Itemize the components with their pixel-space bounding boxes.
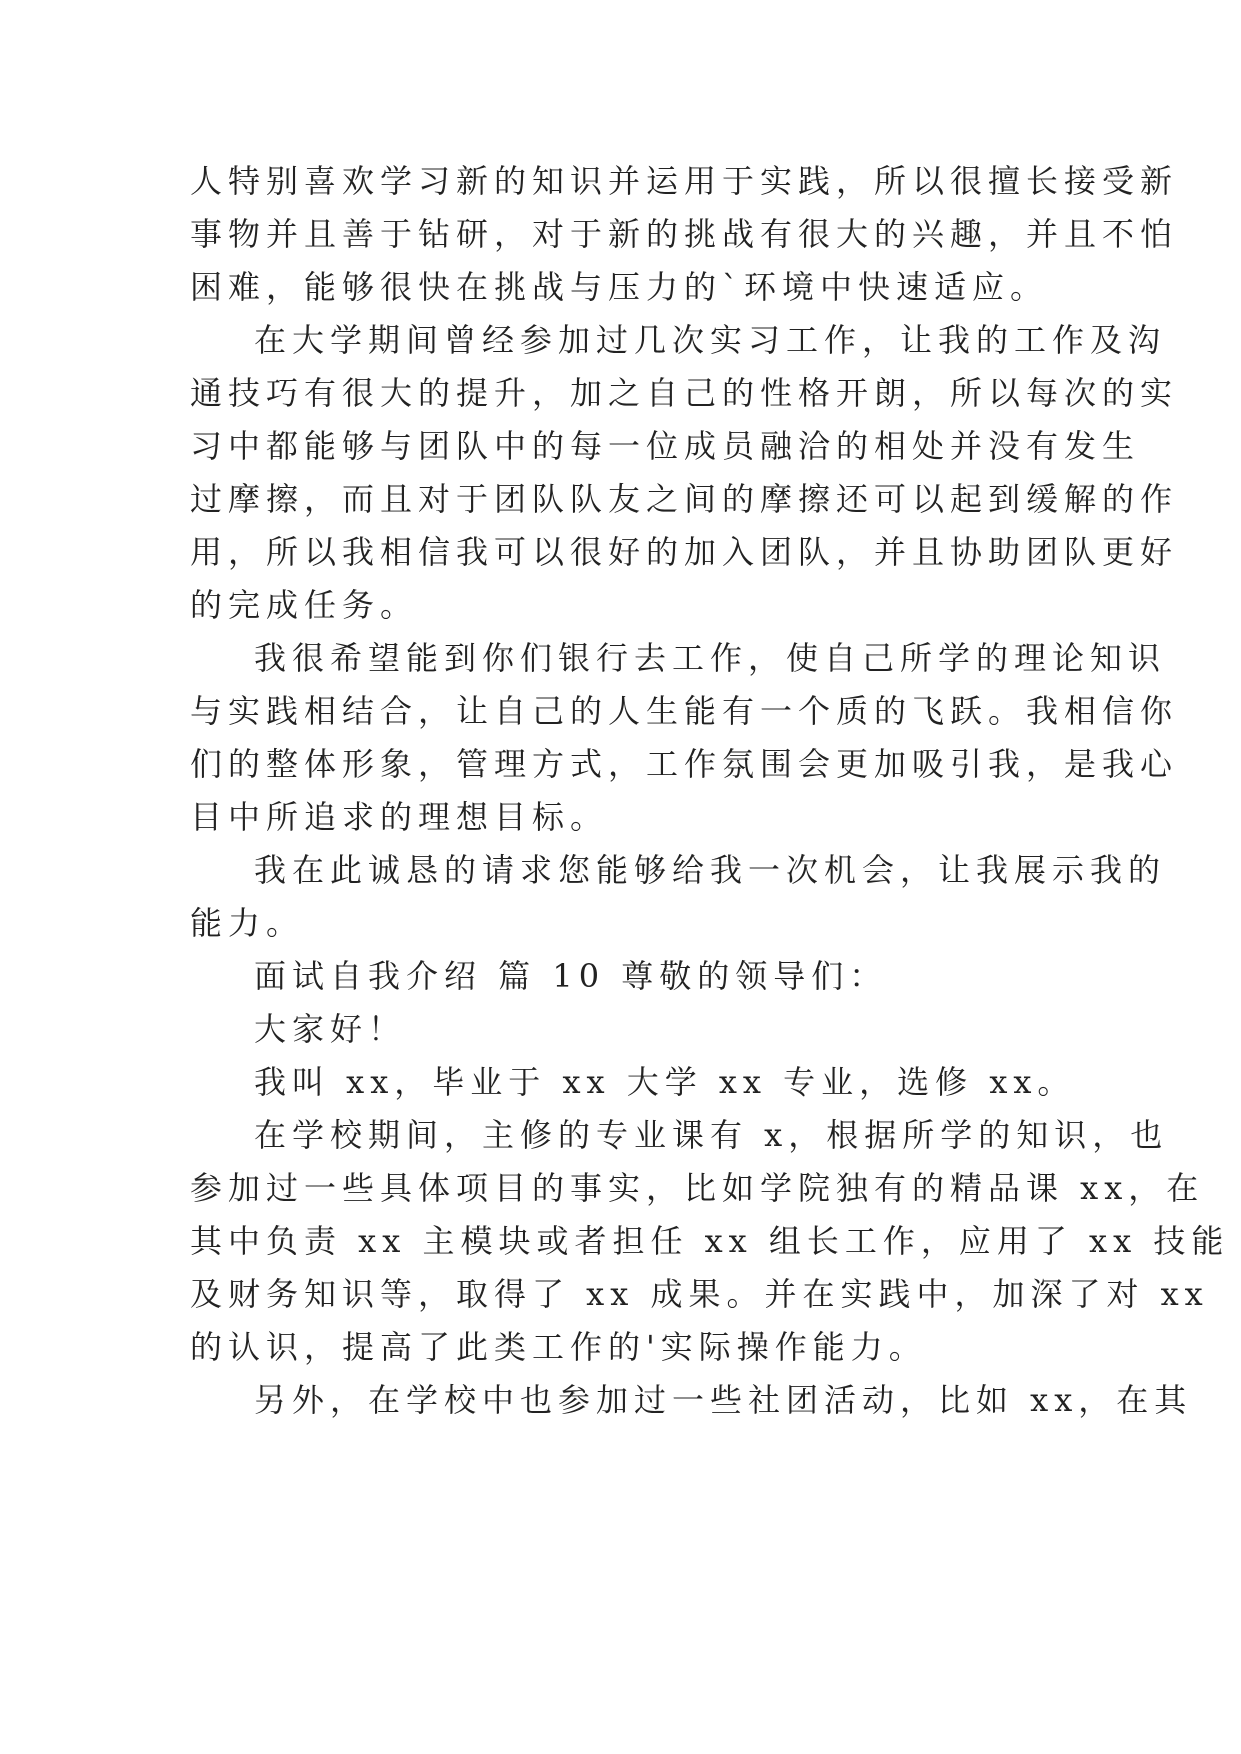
text-line: 事物并且善于钻研，对于新的挑战有很大的兴趣，并且不怕 xyxy=(190,215,1179,253)
text-line: 另外，在学校中也参加过一些社团活动，比如 xx，在其 xyxy=(254,1381,1193,1419)
text-line: 我在此诚恳的请求您能够给我一次机会，让我展示我的 xyxy=(254,851,1167,889)
text-line: 的完成任务。 xyxy=(190,586,419,624)
text-line: 的认识，提高了此类工作的'实际操作能力。 xyxy=(190,1328,927,1366)
text-line: 在学校期间，主修的专业课有 x，根据所学的知识，也 xyxy=(254,1116,1169,1154)
text-line: 们的整体形象，管理方式，工作氛围会更加吸引我，是我心 xyxy=(190,745,1179,783)
text-line: 过摩擦，而且对于团队队友之间的摩擦还可以起到缓解的作 xyxy=(190,480,1179,518)
text-line: 人特别喜欢学习新的知识并运用于实践，所以很擅长接受新 xyxy=(190,162,1179,200)
text-line: 大家好！ xyxy=(254,1010,407,1048)
text-line: 能力。 xyxy=(190,904,305,942)
text-line: 我叫 xx，毕业于 xx 大学 xx 专业，选修 xx。 xyxy=(254,1063,1076,1101)
text-line: 参加过一些具体项目的事实，比如学院独有的精品课 xx，在 xyxy=(190,1169,1205,1207)
section-heading-line: 面试自我介绍 篇 10 尊敬的领导们： xyxy=(254,957,888,995)
text-line: 及财务知识等，取得了 xx 成果。并在实践中，加深了对 xx xyxy=(190,1275,1209,1313)
text-line: 困难，能够很快在挑战与压力的`环境中快速适应。 xyxy=(190,268,1049,306)
text-line: 习中都能够与团队中的每一位成员融洽的相处并没有发生 xyxy=(190,427,1141,465)
text-line: 用，所以我相信我可以很好的加入团队，并且协助团队更好 xyxy=(190,533,1179,571)
text-line: 在大学期间曾经参加过几次实习工作，让我的工作及沟 xyxy=(254,321,1167,359)
text-line: 我很希望能到你们银行去工作，使自己所学的理论知识 xyxy=(254,639,1167,677)
text-line: 其中负责 xx 主模块或者担任 xx 组长工作，应用了 xx 技能 xyxy=(190,1222,1230,1260)
text-line: 通技巧有很大的提升，加之自己的性格开朗，所以每次的实 xyxy=(190,374,1179,412)
text-line: 与实践相结合，让自己的人生能有一个质的飞跃。我相信你 xyxy=(190,692,1179,730)
text-line: 目中所追求的理想目标。 xyxy=(190,798,609,836)
